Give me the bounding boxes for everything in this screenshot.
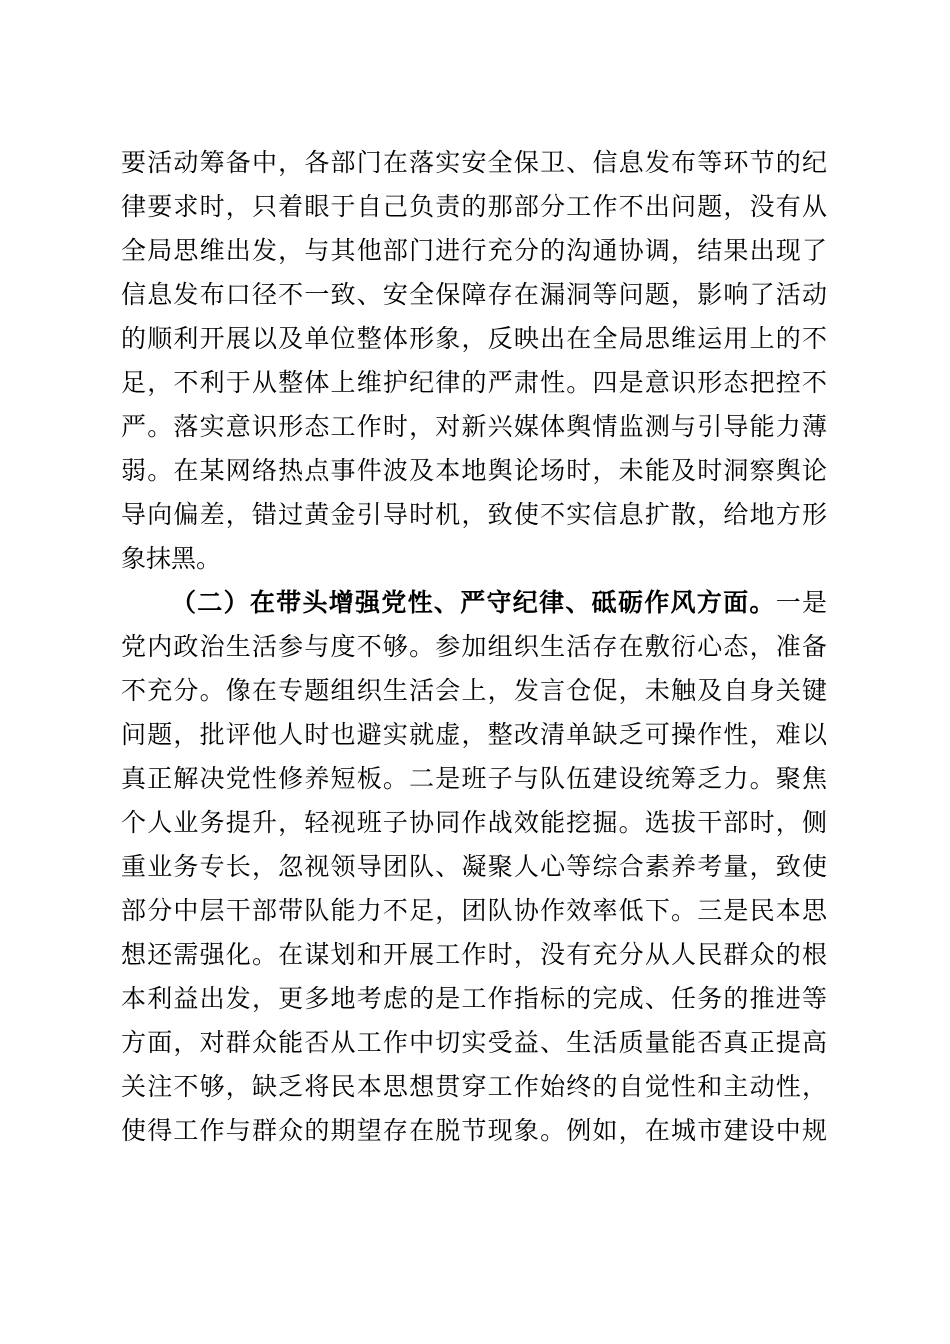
paragraph-line: 真正解决党性修养短板。二是班子与队伍建设统筹乏力。聚焦 — [121, 764, 827, 793]
paragraph-line: 象抹黑。 — [121, 544, 222, 573]
paragraph-line: 重业务专长，忽视领导团队、凝聚人心等综合素养考量，致使 — [121, 852, 827, 881]
paragraph-line: 的顺利开展以及单位整体形象，反映出在全局思维运用上的不 — [121, 324, 827, 353]
paragraph-line: 不充分。像在专题组织生活会上，发言仓促，未触及自身关键 — [121, 676, 827, 705]
paragraph-text: 一是 — [775, 588, 827, 617]
paragraph-line: 党内政治生活参与度不够。参加组织生活存在敷衍心态，准备 — [121, 632, 827, 661]
paragraph-line: 律要求时，只着眼于自己负责的那部分工作不出问题，没有从 — [121, 192, 827, 221]
paragraph-line: 严。落实意识形态工作时，对新兴媒体舆情监测与引导能力薄 — [121, 412, 827, 441]
paragraph-line: 个人业务提升，轻视班子协同作战效能挖掘。选拔干部时，侧 — [121, 808, 827, 837]
paragraph-line: 方面，对群众能否从工作中切实受益、生活质量能否真正提高 — [121, 1028, 827, 1057]
paragraph-line: 信息发布口径不一致、安全保障存在漏洞等问题，影响了活动 — [121, 280, 827, 309]
paragraph-line: 使得工作与群众的期望存在脱节现象。例如，在城市建设中规 — [121, 1116, 827, 1145]
paragraph-line: 想还需强化。在谋划和开展工作时，没有充分从人民群众的根 — [121, 940, 827, 969]
section-heading: （二）在带头增强党性、严守纪律、砥砺作风方面。 — [171, 588, 776, 617]
paragraph-line: 本利益出发，更多地考虑的是工作指标的完成、任务的推进等 — [121, 984, 827, 1013]
paragraph-line: 足，不利于从整体上维护纪律的严肃性。四是意识形态把控不 — [121, 368, 827, 397]
paragraph-line: 导向偏差，错过黄金引导时机，致使不实信息扩散，给地方形 — [121, 500, 827, 529]
paragraph-line: 问题，批评他人时也避实就虚，整改清单缺乏可操作性，难以 — [121, 720, 827, 749]
paragraph-line: 弱。在某网络热点事件波及本地舆论场时，未能及时洞察舆论 — [121, 456, 827, 485]
paragraph-line: 部分中层干部带队能力不足，团队协作效率低下。三是民本思 — [121, 896, 827, 925]
paragraph-line: 要活动筹备中，各部门在落实安全保卫、信息发布等环节的纪 — [121, 148, 827, 177]
section-heading-line — [171, 583, 827, 623]
paragraph-line: 全局思维出发，与其他部门进行充分的沟通协调，结果出现了 — [121, 236, 827, 265]
paragraph-line: 关注不够，缺乏将民本思想贯穿工作始终的自觉性和主动性， — [121, 1072, 827, 1101]
